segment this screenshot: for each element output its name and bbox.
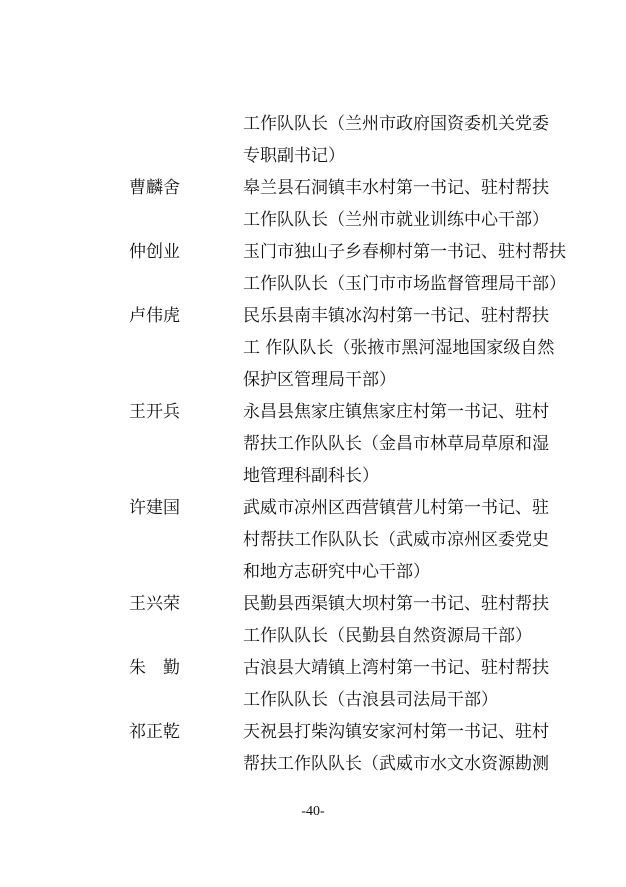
description-line: 和地方志研究中心干部） bbox=[243, 562, 430, 582]
description-line: 村帮扶工作队队长（武威市凉州区委党史 bbox=[243, 530, 549, 550]
description-line: 民勤县西渠镇大坝村第一书记、驻村帮扶 bbox=[243, 594, 549, 614]
continuation-line: 专职副书记） bbox=[243, 146, 345, 166]
person-description bbox=[243, 396, 553, 492]
person-name: 朱 勤 bbox=[129, 658, 180, 678]
person-description bbox=[243, 172, 553, 236]
person-name: 卢伟虎 bbox=[129, 306, 180, 326]
person-name: 许建国 bbox=[129, 498, 180, 518]
description-line: 工 作队队长（张掖市黑河湿地国家级自然 bbox=[243, 338, 555, 358]
person-description bbox=[243, 492, 553, 588]
person-name: 仲创业 bbox=[129, 242, 180, 262]
description-line: 天祝县打柴沟镇安家河村第一书记、驻村 bbox=[243, 722, 549, 742]
person-description bbox=[243, 236, 566, 300]
person-name: 王开兵 bbox=[129, 402, 180, 422]
description-line: 武威市凉州区西营镇营儿村第一书记、驻 bbox=[243, 498, 549, 518]
description-line: 地管理科副科长） bbox=[243, 466, 379, 486]
person-name: 祁正乾 bbox=[129, 722, 180, 742]
description-line: 工作队队长（兰州市就业训练中心干部） bbox=[243, 210, 549, 230]
person-description bbox=[243, 588, 553, 652]
person-description bbox=[243, 300, 553, 396]
description-line: 帮扶工作队队长（武威市水文水资源勘测 bbox=[243, 754, 549, 774]
description-line: 工作队队长（民勤县自然资源局干部） bbox=[243, 626, 532, 646]
description-line: 民乐县南丰镇冰沟村第一书记、驻村帮扶 bbox=[243, 306, 549, 326]
description-line: 永昌县焦家庄镇焦家庄村第一书记、驻村 bbox=[243, 402, 549, 422]
description-line: 玉门市独山子乡春柳村第一书记、驻村帮扶 bbox=[243, 242, 566, 262]
person-description bbox=[243, 652, 553, 716]
description-line: 工作队队长（古浪县司法局干部） bbox=[243, 690, 498, 710]
description-line: 工作队队长（玉门市市场监督管理局干部） bbox=[243, 274, 566, 294]
continuation-line: 工作队队长（兰州市政府国资委机关党委 bbox=[243, 114, 549, 134]
person-name: 王兴荣 bbox=[129, 594, 180, 614]
page-number: -40- bbox=[301, 804, 325, 819]
description-line: 古浪县大靖镇上湾村第一书记、驻村帮扶 bbox=[243, 658, 549, 678]
description-line: 保护区管理局干部） bbox=[243, 370, 396, 390]
person-name: 曹麟舍 bbox=[129, 178, 180, 198]
person-description bbox=[243, 716, 553, 780]
description-line: 帮扶工作队队长（金昌市林草局草原和湿 bbox=[243, 434, 549, 454]
description-line: 皋兰县石洞镇丰水村第一书记、驻村帮扶 bbox=[243, 178, 549, 198]
